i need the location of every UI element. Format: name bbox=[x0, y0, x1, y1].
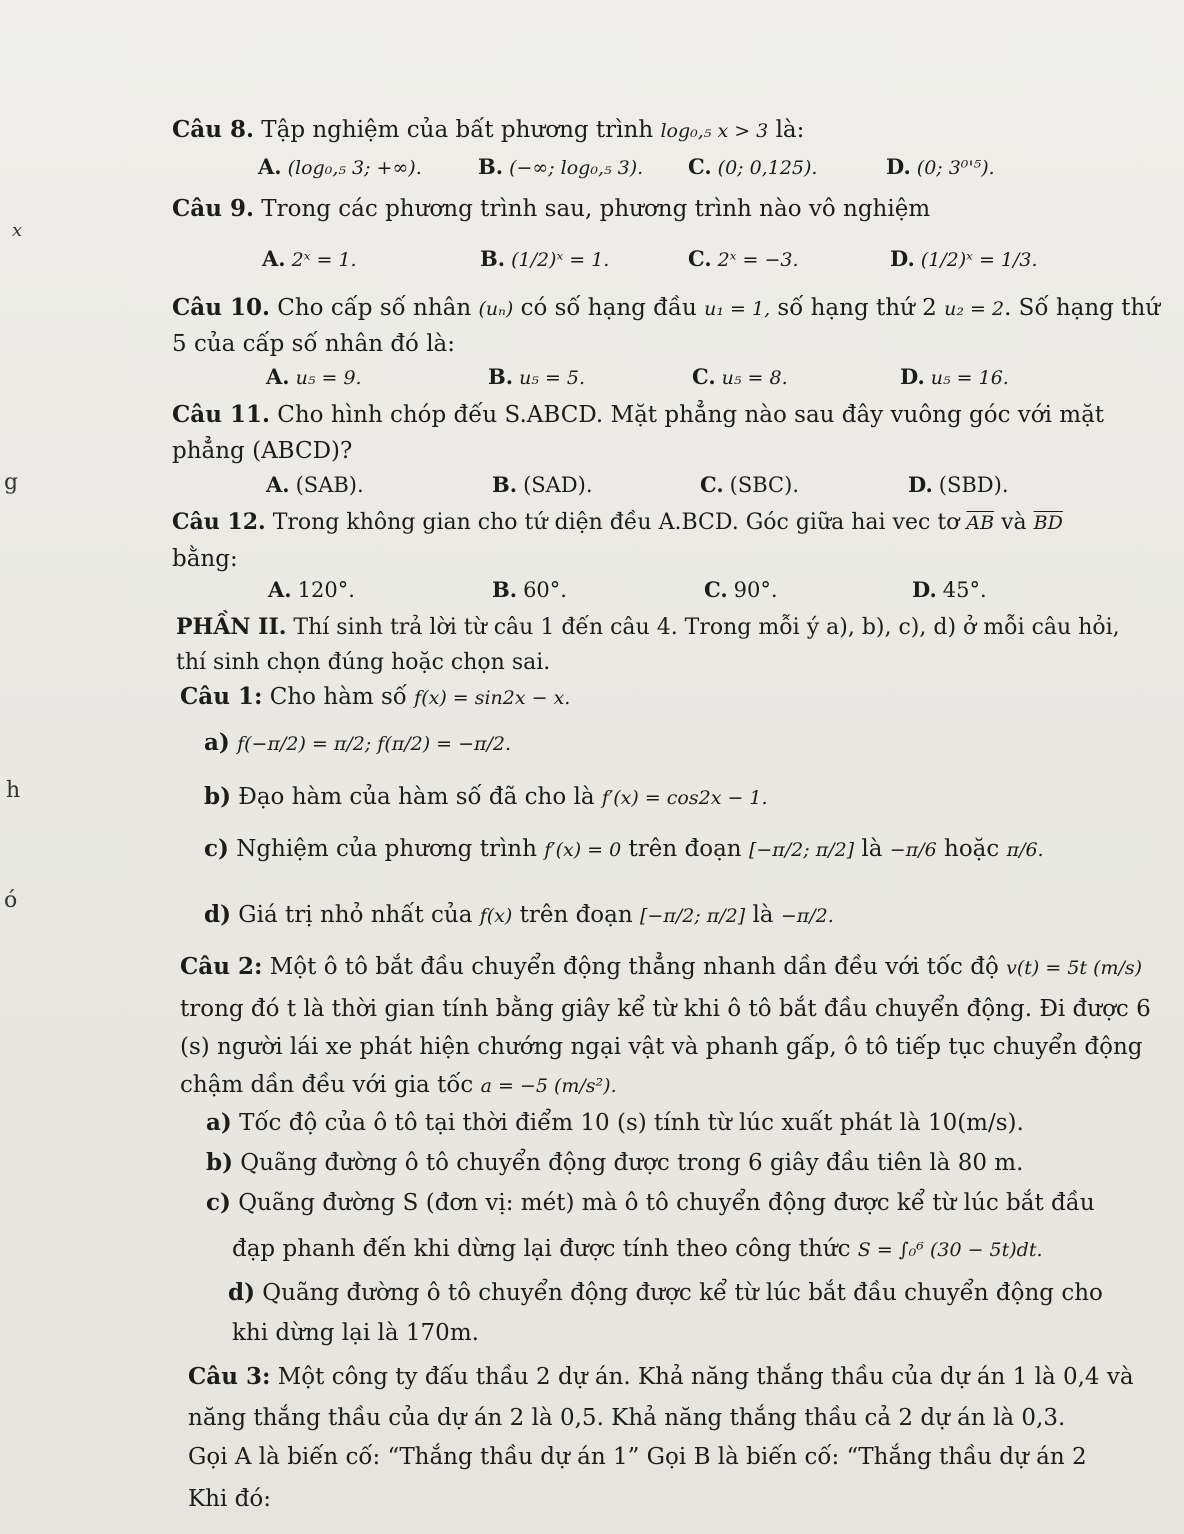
c3-line-2: năng thắng thầu của dự án 2 là 0,5. Khả năng thắng thầu cả 2 dự án là 0,3. bbox=[188, 1405, 1066, 1431]
statement-expression: f(−π/2) = π/2; f(π/2) = −π/2. bbox=[237, 733, 512, 755]
acceleration-expression: a = −5 (m/s²). bbox=[480, 1075, 617, 1097]
question-12-line-2: bằng: bbox=[172, 546, 238, 572]
velocity-expression: v(t) = 5t (m/s) bbox=[1006, 957, 1143, 979]
question-11 bbox=[172, 400, 1104, 430]
question-label: Câu 9. bbox=[172, 195, 254, 222]
q10-option-c: C. u₅ = 8. bbox=[692, 364, 788, 389]
function-symbol: f(x) bbox=[479, 905, 513, 927]
question-label: Câu 1: bbox=[180, 683, 263, 710]
question-label: Câu 2: bbox=[180, 953, 263, 980]
question-text-4: . Số hạng thứ bbox=[1004, 295, 1161, 321]
statement-text-3: là bbox=[861, 836, 883, 862]
vector-ab: $\overline{AB}$ bbox=[966, 512, 995, 534]
question-text: Tập nghiệm của bất phương trình bbox=[261, 117, 654, 143]
vector-bd: $\overline{BD}$ bbox=[1033, 512, 1063, 534]
statement-key: a) bbox=[206, 1109, 232, 1136]
q11-option-b: B. (SAD). bbox=[492, 472, 593, 497]
c2-statement-b bbox=[206, 1148, 1023, 1178]
statement-expression: f′(x) = 0 bbox=[544, 839, 622, 861]
q10-option-b: B. u₅ = 5. bbox=[488, 364, 586, 389]
question-label: Câu 3: bbox=[188, 1363, 271, 1390]
margin-mark-x: x bbox=[12, 220, 23, 241]
statement-key: c) bbox=[204, 835, 229, 862]
term-u2: u₂ = 2 bbox=[944, 298, 1005, 320]
conjunction: và bbox=[1001, 510, 1027, 535]
c2-line-2: trong đó t là thời gian tính bằng giây kể từ khi ô tô bắt đầu chuyển động. Đi được 6 bbox=[180, 996, 1151, 1022]
question-text: Trong không gian cho tứ diện đều A.BCD. Góc giữa hai vec tơ bbox=[272, 510, 960, 535]
statement-text: Đạo hàm của hàm số đã cho là bbox=[238, 784, 595, 810]
q10-option-a: A. u₅ = 9. bbox=[266, 364, 362, 389]
c2-statement-c bbox=[206, 1188, 1095, 1218]
question-label: Câu 10. bbox=[172, 294, 270, 321]
sequence-symbol: (uₙ) bbox=[478, 298, 514, 320]
question-10 bbox=[172, 293, 1160, 324]
question-text: Cho cấp số nhân bbox=[277, 295, 472, 321]
statement-key: b) bbox=[204, 783, 231, 810]
question-9 bbox=[172, 194, 930, 224]
question-12 bbox=[172, 507, 1063, 538]
question-10-line-2: 5 của cấp số nhân đó là: bbox=[172, 331, 456, 357]
question-tail: là: bbox=[775, 117, 805, 143]
interval-expression: [−π/2; π/2] bbox=[640, 905, 746, 927]
statement-key: a) bbox=[204, 729, 230, 756]
question-text: Cho hình chóp đếu S.ABCD. Mặt phẳng nào sau đây vuông góc với mặt bbox=[277, 402, 1105, 428]
c2-line-3: (s) người lái xe phát hiện chướng ngại vật và phanh gấp, ô tô tiếp tục chuyển động bbox=[180, 1034, 1143, 1060]
c1-statement-d bbox=[204, 900, 834, 931]
c2-line-4 bbox=[180, 1070, 617, 1101]
question-11-line-2: phẳng (ABCD)? bbox=[172, 438, 353, 464]
c3-line-4: Khi đó: bbox=[188, 1486, 271, 1512]
statement-key: c) bbox=[206, 1189, 231, 1216]
statement-text: Nghiệm của phương trình bbox=[236, 836, 537, 862]
q9-option-a: A. 2ˣ = 1. bbox=[262, 246, 357, 271]
q9-option-c: C. 2ˣ = −3. bbox=[688, 246, 799, 271]
question-label: Câu 8. bbox=[172, 116, 254, 143]
q8-option-d: D. (0; 3⁰'⁵). bbox=[886, 154, 995, 179]
q9-option-d: D. (1/2)ˣ = 1/3. bbox=[890, 246, 1038, 271]
q11-option-d: D. (SBD). bbox=[908, 472, 1009, 497]
question-expression: log₀,₅ x > 3 bbox=[660, 120, 769, 142]
question-text: Cho hàm số bbox=[269, 684, 407, 710]
question-text: Một ô tô bắt đầu chuyển động thẳng nhanh dần đều với tốc độ bbox=[269, 954, 999, 980]
q8-option-b: B. (−∞; log₀,₅ 3). bbox=[478, 154, 644, 179]
integral-expression: S = ∫₀⁶ (30 − 5t)dt. bbox=[857, 1239, 1043, 1261]
margin-mark-h: h bbox=[6, 778, 21, 803]
function-expression: f(x) = sin2x − x. bbox=[414, 687, 571, 709]
statement-text-2: trên đoạn bbox=[628, 836, 742, 862]
statement-text-3: là bbox=[752, 902, 774, 928]
c2-statement-c-line-2 bbox=[232, 1234, 1043, 1265]
c1-statement-a bbox=[204, 728, 511, 759]
part-title: PHẦN II. bbox=[176, 614, 287, 640]
question-text-3: số hạng thứ 2 bbox=[777, 295, 937, 321]
question-text: chậm dần đều với gia tốc bbox=[180, 1072, 474, 1098]
q8-option-c: C. (0; 0,125). bbox=[688, 154, 818, 179]
q12-option-b: B. 60°. bbox=[492, 577, 567, 602]
q10-option-d: D. u₅ = 16. bbox=[900, 364, 1009, 389]
question-text: Một công ty đấu thầu 2 dự án. Khả năng thắng thầu của dự án 1 là 0,4 và bbox=[277, 1364, 1134, 1390]
c1-statement-b bbox=[204, 782, 768, 813]
statement-text: Giá trị nhỏ nhất của bbox=[238, 902, 473, 928]
statement-text: Quãng đường ô tô chuyển động được trong 6 giây đầu tiên là 80 m. bbox=[240, 1150, 1024, 1176]
q11-option-c: C. (SBC). bbox=[700, 472, 799, 497]
value-1: −π/6 bbox=[889, 839, 937, 861]
q12-option-d: D. 45°. bbox=[912, 577, 987, 602]
part2-question-3 bbox=[188, 1362, 1134, 1392]
statement-text-4: hoặc bbox=[944, 836, 1000, 862]
term-u1: u₁ = 1, bbox=[704, 298, 771, 320]
c3-line-3: Gọi A là biến cố: “Thắng thầu dự án 1” Gọi B là biến cố: “Thắng thầu dự án 2 bbox=[188, 1444, 1087, 1470]
interval-expression: [−π/2; π/2] bbox=[748, 839, 855, 861]
margin-mark-o: ó bbox=[4, 888, 18, 913]
q12-option-a: A. 120°. bbox=[268, 577, 355, 602]
c1-statement-c bbox=[204, 834, 1044, 865]
part-2-line-2: thí sinh chọn đúng hoặc chọn sai. bbox=[176, 650, 551, 675]
part-2-heading bbox=[176, 612, 1120, 643]
part2-question-1 bbox=[180, 682, 570, 713]
part2-question-2 bbox=[180, 952, 1142, 983]
q12-option-c: C. 90°. bbox=[704, 577, 778, 602]
question-text-2: có số hạng đầu bbox=[520, 295, 697, 321]
question-label: Câu 11. bbox=[172, 401, 270, 428]
value: −π/2. bbox=[780, 905, 834, 927]
part-instructions: Thí sinh trả lời từ câu 1 đến câu 4. Trong mỗi ý a), b), c), d) ở mỗi câu hỏi, bbox=[293, 615, 1120, 640]
statement-text: Quãng đường S (đơn vị: mét) mà ô tô chuyển động được kể từ lúc bắt đầu bbox=[238, 1190, 1095, 1216]
question-8 bbox=[172, 115, 804, 146]
q9-option-b: B. (1/2)ˣ = 1. bbox=[480, 246, 610, 271]
statement-expression: f′(x) = cos2x − 1. bbox=[601, 787, 768, 809]
question-label: Câu 12. bbox=[172, 509, 266, 535]
c2-statement-a bbox=[206, 1108, 1024, 1138]
q11-option-a: A. (SAB). bbox=[266, 472, 364, 497]
statement-text-2: trên đoạn bbox=[519, 902, 633, 928]
statement-key: d) bbox=[204, 901, 231, 928]
statement-key: d) bbox=[228, 1279, 255, 1306]
q8-option-a: A. (log₀,₅ 3; +∞). bbox=[258, 154, 422, 179]
statement-key: b) bbox=[206, 1149, 233, 1176]
statement-text: đạp phanh đến khi dừng lại được tính theo công thức bbox=[232, 1236, 851, 1262]
question-text: Trong các phương trình sau, phương trình nào vô nghiệm bbox=[261, 196, 931, 222]
c2-statement-d-line-2: khi dừng lại là 170m. bbox=[232, 1320, 479, 1346]
value-2: π/6. bbox=[1006, 839, 1044, 861]
statement-text: Tốc độ của ô tô tại thời điểm 10 (s) tính từ lúc xuất phát là 10(m/s). bbox=[239, 1110, 1024, 1136]
statement-text: Quãng đường ô tô chuyển động được kể từ lúc bắt đầu chuyển động cho bbox=[262, 1280, 1103, 1306]
c2-statement-d bbox=[228, 1278, 1103, 1308]
margin-mark-g: g bbox=[4, 470, 19, 495]
